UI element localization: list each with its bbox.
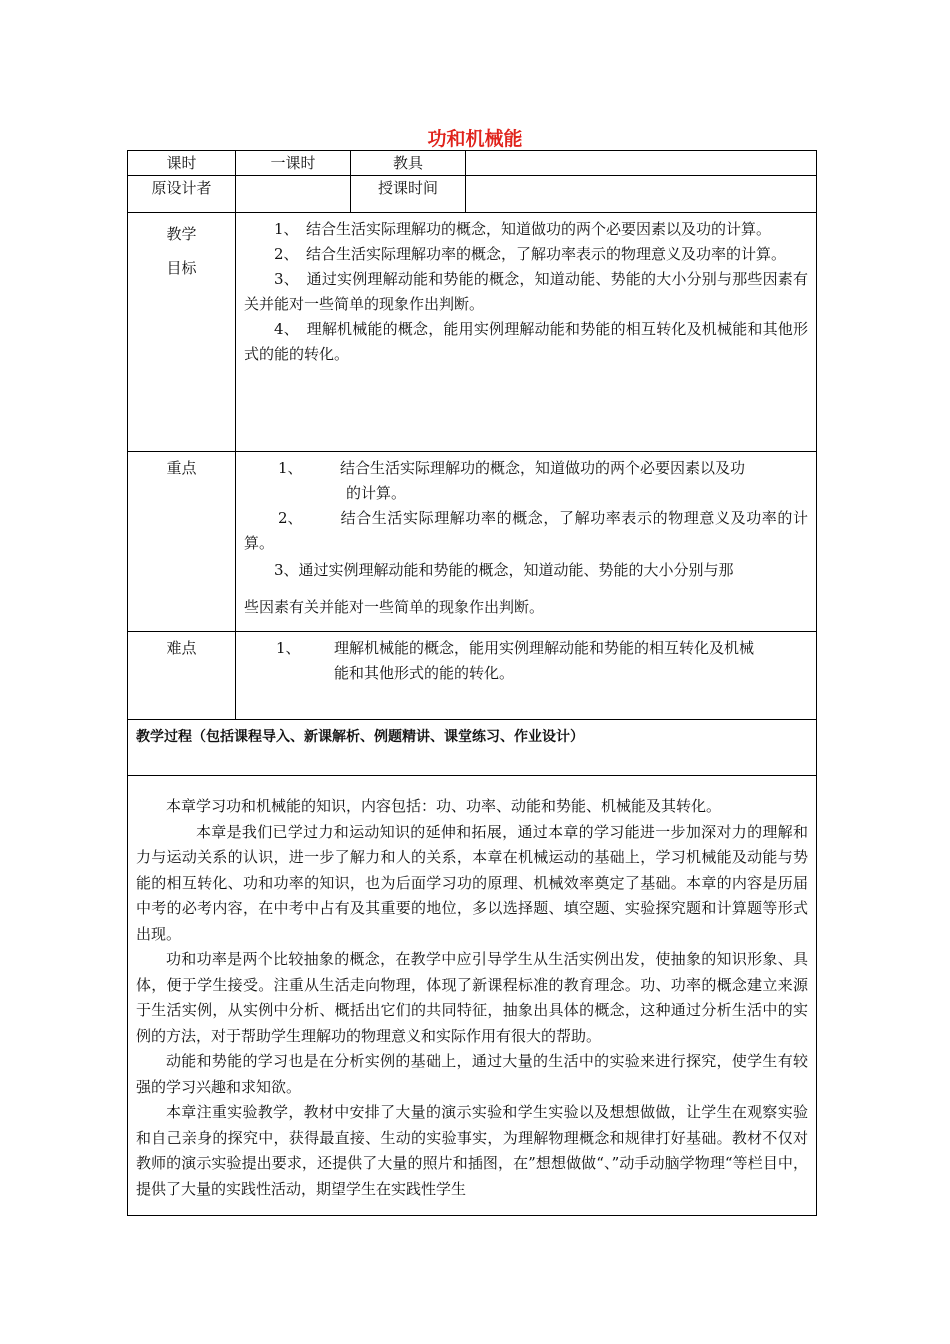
key-point-item [244, 456, 808, 481]
key-points-label: 重点 [128, 452, 236, 632]
difficulty-number: 1、 [276, 639, 301, 657]
process-body-row [128, 776, 817, 1216]
process-paragraph: 功和功率是两个比较抽象的概念，在教学中应引导学生从生活实例出发，使抽象的知识形象、具体，便于学生接受。注重从生活走向物理，体现了新课程标准的教育理念。功、功率的概念建立来源于生活实例，从实例中分析、概括出它们的共同特征，抽象出具体的概念，这种通过分析生活中的实例的方法，对于帮助学生理解功的物理意义和实际作用有很大的帮助。 [136, 950, 808, 1045]
difficulties-row [128, 632, 817, 720]
difficulty-item [244, 636, 808, 661]
goal-item: 1、 结合生活实际理解功的概念，知道做功的两个必要因素以及功的计算。 [274, 220, 772, 238]
difficulty-continuation: 能和其他形式的能的转化。 [334, 664, 515, 682]
process-body [128, 776, 817, 1216]
key-point-item: 3、通过实例理解动能和势能的概念，知道动能、势能的大小分别与那 [274, 561, 734, 579]
header-row-2 [128, 176, 817, 213]
goal-item: 2、 结合生活实际理解功率的概念，了解功率表示的物理意义及功率的计算。 [274, 245, 787, 263]
difficulties-label: 难点 [128, 632, 236, 720]
process-paragraph: 动能和势能的学习也是在分析实例的基础上，通过大量的生活中的实验来进行探究，使学生有较强的学习兴趣和求知欲。 [136, 1052, 808, 1096]
lesson-value: 一课时 [236, 151, 351, 176]
difficulty-text: 理解机械能的概念，能用实例理解动能和势能的相互转化及机械 [334, 639, 755, 657]
key-point-item [244, 506, 808, 556]
key-point-continuation: 的计算。 [346, 484, 407, 502]
goals-content [236, 213, 817, 452]
lesson-label: 课时 [128, 151, 236, 176]
time-value [466, 176, 817, 213]
goal-item: 4、 理解机械能的概念，能用实例理解动能和势能的相互转化及机械能和其他形式的能的转化。 [244, 320, 808, 363]
designer-label: 原设计者 [128, 176, 236, 213]
goals-row [128, 213, 817, 452]
goals-label-line-1: 教学 [166, 225, 197, 243]
process-paragraph: 本章注重实验教学，教材中安排了大量的演示实验和学生实验以及想想做做，让学生在观察实验和自己亲身的探究中，获得最直接、生动的实验事实，为理解物理概念和规律打好基础。教材不仅对教师的演示实验提出要求，还提供了大量的照片和插图，在”想想做做“、”动手动脑学物理“等栏目中，提供了大量的实践性活动，期望学生在实践性学生 [136, 1103, 808, 1198]
key-point-continuation: 些因素有关并能对一些简单的现象作出判断。 [244, 598, 545, 616]
goals-label-line-2: 目标 [166, 259, 197, 277]
process-heading-row [128, 720, 817, 776]
tools-value [466, 151, 817, 176]
lesson-plan-table [127, 150, 817, 1216]
goal-item: 3、 通过实例理解动能和势能的概念，知道动能、势能的大小分别与那些因素有关并能对一些简单的现象作出判断。 [244, 270, 808, 313]
key-point-number: 2、 [278, 509, 303, 527]
document-title: 功和机械能 [427, 128, 523, 150]
designer-value [236, 176, 351, 213]
key-points-content [236, 452, 817, 632]
key-points-row [128, 452, 817, 632]
key-point-number: 1、 [278, 459, 303, 477]
tools-label: 教具 [351, 151, 466, 176]
process-paragraph: 本章是我们已学过力和运动知识的延伸和拓展，通过本章的学习能进一步加深对力的理解和力与运动关系的认识，进一步了解力和人的关系，本章在机械运动的基础上，学习机械能及动能与势能的相互转化、功和功率的知识，也为后面学习功的原理、机械效率奠定了基础。本章的内容是历届中考的必考内容，在中考中占有及其重要的地位，多以选择题、填空题、实验探究题和计算题等形式出现。 [136, 822, 808, 943]
process-paragraph: 本章学习功和机械能的知识，内容包括：功、功率、动能和势能、机械能及其转化。 [166, 797, 722, 815]
goals-label [128, 213, 236, 452]
process-heading: 教学过程（包括课程导入、新课解析、例题精讲、课堂练习、作业设计） [128, 720, 817, 776]
key-point-text: 结合生活实际理解功率的概念，了解功率表示的物理意义及功率的计算。 [244, 509, 808, 552]
time-label: 授课时间 [351, 176, 466, 213]
header-row-1 [128, 151, 817, 176]
difficulties-content [236, 632, 817, 720]
key-point-text: 结合生活实际理解功的概念，知道做功的两个必要因素以及功 [340, 459, 746, 477]
